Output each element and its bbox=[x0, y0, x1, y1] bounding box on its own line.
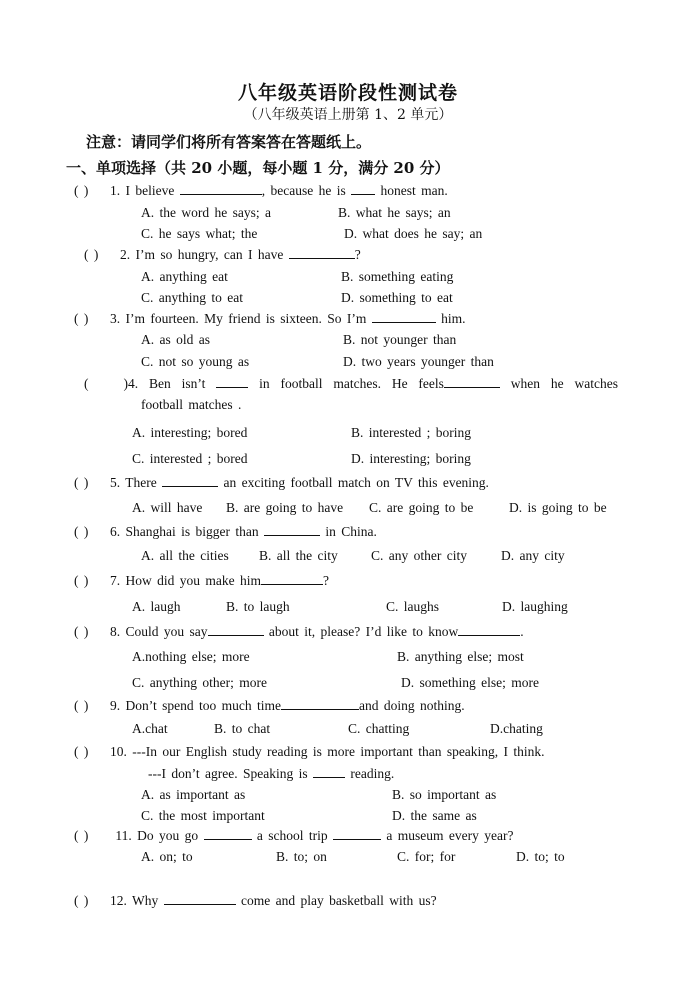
blank bbox=[162, 474, 218, 487]
blank bbox=[164, 892, 236, 905]
blank bbox=[289, 246, 355, 259]
option-a: A.nothing else; more bbox=[132, 649, 250, 664]
option-d: D. any city bbox=[501, 548, 565, 563]
option-d: D. laughing bbox=[502, 599, 568, 614]
option-c: C. he says what; the bbox=[141, 226, 258, 241]
option-b: B. something eating bbox=[341, 269, 454, 284]
blank bbox=[216, 375, 248, 388]
question-6: ( ) 6. Shanghai is bigger than in China. bbox=[74, 524, 377, 539]
option-a: A. anything eat bbox=[141, 269, 228, 284]
option-a: A. laugh bbox=[132, 599, 181, 614]
exam-subtitle: （八年级英语上册第 1、2 单元） bbox=[243, 107, 453, 123]
option-d: D. something else; more bbox=[401, 675, 539, 690]
question-3: ( ) 3. I’m fourteen. My friend is sixteen. So I’m him. bbox=[74, 311, 466, 326]
question-7: ( ) 7. How did you make him ? bbox=[74, 573, 329, 588]
blank bbox=[261, 572, 323, 585]
option-b: B. all the city bbox=[259, 548, 338, 563]
answer-paren: ( ) bbox=[74, 698, 89, 713]
option-c: C. anything to eat bbox=[141, 290, 243, 305]
question-12: ( ) 12. Why come and play basketball with us? bbox=[74, 893, 437, 908]
question-8: ( ) 8. Could you say about it, please? I’d like to know . bbox=[74, 624, 524, 639]
blank bbox=[281, 697, 359, 710]
blank bbox=[313, 765, 345, 778]
answer-paren: ( ) bbox=[74, 311, 89, 326]
option-a: A. as important as bbox=[141, 787, 246, 802]
blank bbox=[351, 182, 375, 195]
exam-note: 注意：请同学们将所有答案答在答题纸上。 bbox=[86, 133, 372, 151]
blank bbox=[372, 310, 436, 323]
option-d: D. is going to be bbox=[509, 500, 607, 515]
option-c: C. anything other; more bbox=[132, 675, 267, 690]
option-b: B. are going to have bbox=[226, 500, 344, 515]
option-b: B. not younger than bbox=[343, 332, 457, 347]
option-c: C. the most important bbox=[141, 808, 265, 823]
option-d: D. what does he say; an bbox=[344, 226, 483, 241]
blank bbox=[458, 623, 520, 636]
option-d: D. two years younger than bbox=[343, 354, 494, 369]
option-a: A. interesting; bored bbox=[132, 425, 248, 440]
blank bbox=[204, 827, 252, 840]
option-b: B. so important as bbox=[392, 787, 497, 802]
option-a: A. on; to bbox=[141, 849, 193, 864]
option-d: D. interesting; boring bbox=[351, 451, 471, 466]
option-b: B. what he says; an bbox=[338, 205, 451, 220]
option-c: C. any other city bbox=[371, 548, 467, 563]
question-4: ( )4. Ben isn’t in football matches. He feels when he watches bbox=[84, 376, 618, 391]
blank bbox=[444, 375, 500, 388]
option-c: C. interested ; bored bbox=[132, 451, 248, 466]
answer-paren: ( ) bbox=[74, 524, 89, 539]
exam-title: 八年级英语阶段性测试卷 bbox=[237, 82, 458, 104]
option-d: D. something to eat bbox=[341, 290, 453, 305]
option-c: C. not so young as bbox=[141, 354, 250, 369]
section-heading: 一、单项选择（共 20 小题，每小题 1 分，满分 20 分） bbox=[66, 159, 450, 177]
blank bbox=[333, 827, 381, 840]
answer-paren: ( ) bbox=[74, 183, 89, 198]
blank bbox=[180, 182, 262, 195]
option-a: A. will have bbox=[132, 500, 203, 515]
question-11: ( ) 11. Do you go a school trip a museum every year? bbox=[74, 828, 514, 843]
option-a: A.chat bbox=[132, 721, 168, 736]
answer-paren: ( ) bbox=[84, 247, 99, 262]
answer-paren: ( ) bbox=[74, 744, 89, 759]
option-c: C. are going to be bbox=[369, 500, 474, 515]
question-5: ( ) 5. There an exciting football match on TV this evening. bbox=[74, 475, 489, 490]
answer-paren: ( ) bbox=[84, 376, 128, 391]
option-d: D. to; to bbox=[516, 849, 565, 864]
answer-paren: ( ) bbox=[74, 573, 89, 588]
question-10-response: ---I don’t agree. Speaking is reading. bbox=[148, 766, 395, 781]
question-4-continued: football matches . bbox=[141, 397, 242, 412]
blank bbox=[208, 623, 264, 636]
option-c: C. laughs bbox=[386, 599, 440, 614]
question-9: ( ) 9. Don’t spend too much time and doing nothing. bbox=[74, 698, 465, 713]
question-1: ( ) 1. I believe , because he is honest man. bbox=[74, 183, 448, 198]
blank bbox=[264, 523, 320, 536]
option-a: A. the word he says; a bbox=[141, 205, 271, 220]
answer-paren: ( ) bbox=[74, 624, 89, 639]
answer-paren: ( ) bbox=[74, 828, 89, 843]
option-c: C. chatting bbox=[348, 721, 410, 736]
option-a: A. as old as bbox=[141, 332, 210, 347]
question-10: ( ) 10. ---In our English study reading is more important than speaking, I think. bbox=[74, 744, 545, 759]
option-b: B. to; on bbox=[276, 849, 327, 864]
option-b: B. to laugh bbox=[226, 599, 290, 614]
answer-paren: ( ) bbox=[74, 475, 89, 490]
option-c: C. for; for bbox=[397, 849, 456, 864]
answer-paren: ( ) bbox=[74, 893, 89, 908]
option-d: D. the same as bbox=[392, 808, 477, 823]
option-b: B. anything else; most bbox=[397, 649, 524, 664]
option-a: A. all the cities bbox=[141, 548, 229, 563]
option-b: B. interested ; boring bbox=[351, 425, 471, 440]
question-2: ( ) 2. I’m so hungry, can I have ? bbox=[84, 247, 361, 262]
option-b: B. to chat bbox=[214, 721, 271, 736]
option-d: D.chating bbox=[490, 721, 543, 736]
